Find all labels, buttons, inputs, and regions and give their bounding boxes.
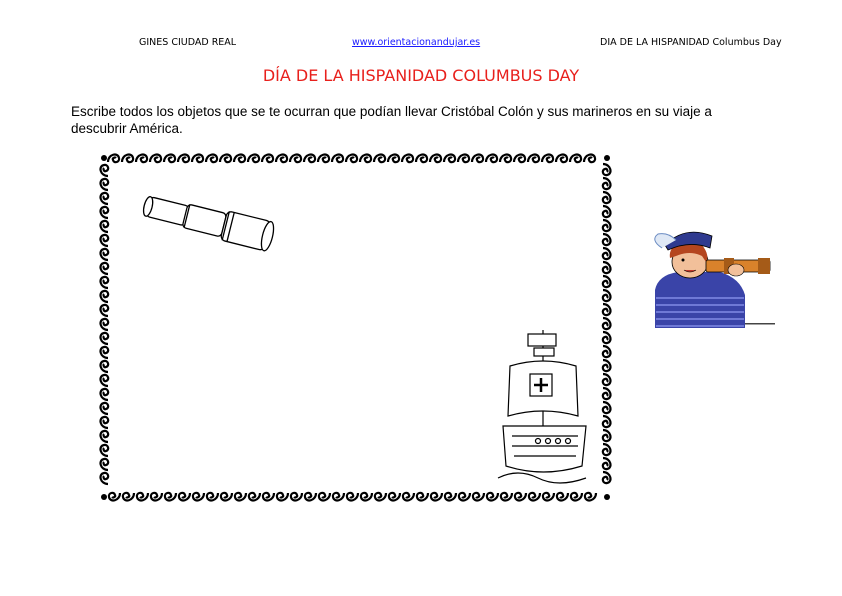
page-title: DÍA DE LA HISPANIDAD COLUMBUS DAY — [262, 66, 580, 85]
spyglass-drawing — [135, 192, 285, 262]
header-website-link[interactable]: www.orientacionandujar.es — [352, 37, 481, 48]
sailor-with-spyglass-clipart — [640, 220, 780, 330]
header-school-name: GINES CIUDAD REAL — [139, 37, 237, 48]
header-topic: DIA DE LA HISPANIDAD Columbus Day — [600, 37, 782, 48]
instructions-text: Escribe todos los objetos que se te ocurran que podían llevar Cristóbal Colón y sus marineros en su viaje a descubrir América. — [71, 104, 712, 136]
ship-drawing — [498, 328, 588, 488]
